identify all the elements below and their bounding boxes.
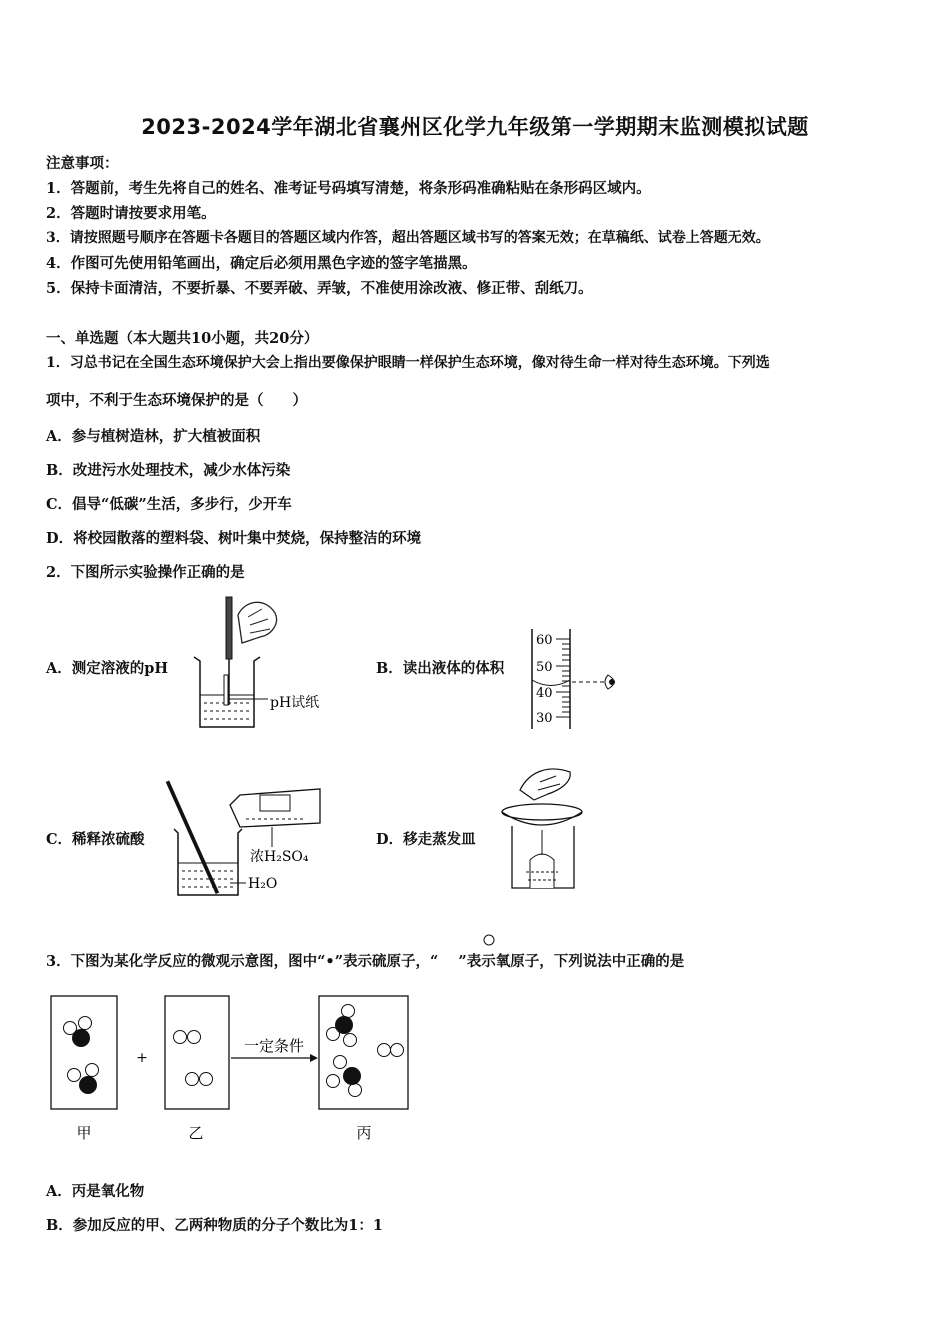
water-label: H₂O <box>248 876 278 892</box>
acid-label: 浓H₂SO₄ <box>250 849 309 865</box>
label-bing: 丙 <box>356 1124 372 1142</box>
q1-option-a: A．参与植树造林，扩大植被面积 <box>46 428 261 445</box>
dilute-acid-figure <box>160 775 340 905</box>
evaporating-dish-figure <box>490 760 600 900</box>
q1-option-b: B．改进污水处理技术，减少水体污染 <box>46 462 291 479</box>
label-jia: 甲 <box>76 1124 92 1142</box>
q2-option-a: A．测定溶液的pH <box>46 660 169 677</box>
notice-item: 2．答题时请按要求用笔。 <box>46 205 216 222</box>
q2-stem: 2．下图所示实验操作正确的是 <box>46 564 245 581</box>
q2-option-d: D．移走蒸发皿 <box>376 831 476 848</box>
ph-test-figure <box>190 595 340 735</box>
q2-option-c: C．稀释浓硫酸 <box>46 831 145 848</box>
ph-paper-label: pH试纸 <box>270 695 320 711</box>
notice-item: 3．请按照题号顺序在答题卡各题目的答题区域内作答，超出答题区域书写的答案无效；在草稿纸、试卷上答题无效。 <box>46 230 770 246</box>
tick-label: 40 <box>536 686 553 701</box>
notice-item: 1．答题前，考生先将自己的姓名、准考证号码填写清楚，将条形码准确粘贴在条形码区域内。 <box>46 180 651 197</box>
q1-stem-line1: 1．习总书记在全国生态环境保护大会上指出要像保护眼睛一样保护生态环境，像对待生命一样对待生态环境。下列选 <box>46 355 770 371</box>
notice-heading: 注意事项： <box>46 155 119 172</box>
reaction-condition: 一定条件 <box>243 1037 305 1055</box>
q1-stem-line2: 项中，不利于生态环境保护的是（ ） <box>46 392 307 409</box>
section-heading: 一、单选题（本大题共10小题，共20分） <box>46 330 319 347</box>
q3-stem-part2: ”表示氧原子，下列说法中正确的是 <box>458 953 685 970</box>
plus-sign: + <box>136 1050 148 1066</box>
q1-option-d: D．将校园散落的塑料袋、树叶集中焚烧，保持整洁的环境 <box>46 530 422 547</box>
tick-label: 30 <box>536 711 553 726</box>
q3-option-a: A．丙是氧化物 <box>46 1183 145 1200</box>
cylinder-reading-figure <box>520 625 650 735</box>
oxygen-atom-icon <box>482 933 496 947</box>
q2-option-b: B．读出液体的体积 <box>376 660 505 677</box>
q3-option-b: B．参加反应的甲、乙两种物质的分子个数比为1：1 <box>46 1217 383 1234</box>
tick-label: 60 <box>536 633 553 648</box>
box-yi <box>165 996 229 1109</box>
q3-stem-part1: 3．下图为某化学反应的微观示意图，图中“•”表示硫原子，“ <box>46 953 439 970</box>
label-yi: 乙 <box>188 1124 204 1142</box>
q1-option-c: C．倡导“低碳”生活，多步行，少开车 <box>46 496 292 513</box>
notice-item: 4．作图可先使用铅笔画出，确定后必须用黑色字迹的签字笔描黑。 <box>46 255 477 272</box>
reaction-diagram <box>46 990 426 1145</box>
page-title: 2023-2024学年湖北省襄州区化学九年级第一学期期末监测模拟试题 <box>141 115 809 139</box>
notice-item: 5．保持卡面清洁，不要折暴、不要弄破、弄皱，不准使用涂改液、修正带、刮纸刀。 <box>46 280 593 297</box>
tick-label: 50 <box>536 660 553 675</box>
q3-stem <box>46 950 684 971</box>
